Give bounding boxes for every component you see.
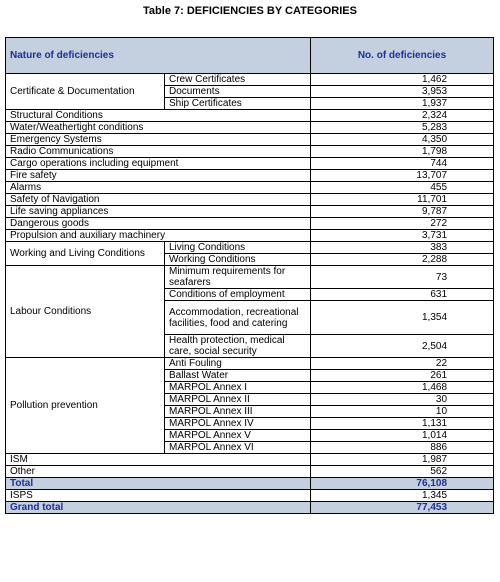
sub-item-name: Working Conditions [165, 254, 311, 266]
sub-item-value: 1,354 [311, 301, 494, 335]
item-value: 11,701 [311, 194, 494, 206]
sub-item-value: 631 [311, 289, 494, 301]
group-label: Labour Conditions [6, 266, 165, 358]
total-value: 76,108 [311, 478, 494, 490]
sub-item-name: Health protection, medical care, social security [165, 335, 311, 358]
grand-total-value: 77,453 [311, 502, 494, 514]
table-row [6, 466, 494, 478]
table-title: Table 7: DEFICIENCIES BY CATEGORIES [143, 5, 357, 17]
item-name: Emergency Systems [6, 134, 311, 146]
total-row [6, 478, 494, 490]
sub-item-value: 1,131 [311, 418, 494, 430]
item-value: 1,798 [311, 146, 494, 158]
item-name: Dangerous goods [6, 218, 311, 230]
sub-item-name: MARPOL Annex II [165, 394, 311, 406]
grand-total-row [6, 502, 494, 514]
item-name: Radio Communications [6, 146, 311, 158]
sub-item-name: MARPOL Annex IV [165, 418, 311, 430]
item-value: 455 [311, 182, 494, 194]
group-label: Working and Living Conditions [6, 242, 165, 266]
sub-item-name: MARPOL Annex III [165, 406, 311, 418]
sub-item-value: 261 [311, 370, 494, 382]
sub-item-name: Conditions of employment [165, 289, 311, 301]
table-row [6, 134, 494, 146]
table-row [6, 206, 494, 218]
sub-item-name: Accommodation, recreational facilities, food and catering [165, 301, 311, 335]
item-value: 1,345 [311, 490, 494, 502]
header-nature: Nature of deficiencies [6, 38, 311, 74]
item-name: Safety of Navigation [6, 194, 311, 206]
table-row [6, 158, 494, 170]
table-row [6, 358, 494, 370]
table-row [6, 170, 494, 182]
item-value: 13,707 [311, 170, 494, 182]
sub-item-name: Living Conditions [165, 242, 311, 254]
item-value: 1,987 [311, 454, 494, 466]
sub-item-name: MARPOL Annex V [165, 430, 311, 442]
item-value: 744 [311, 158, 494, 170]
item-value: 2,324 [311, 110, 494, 122]
item-value: 272 [311, 218, 494, 230]
item-name: Structural Conditions [6, 110, 311, 122]
sub-item-value: 10 [311, 406, 494, 418]
sub-item-value: 2,288 [311, 254, 494, 266]
sub-item-value: 73 [311, 266, 494, 289]
header-row [6, 38, 494, 74]
item-name: Water/Weathertight conditions [6, 122, 311, 134]
sub-item-value: 30 [311, 394, 494, 406]
sub-item-name: MARPOL Annex VI [165, 442, 311, 454]
sub-item-value: 1,937 [311, 98, 494, 110]
table-row [6, 146, 494, 158]
item-name: Fire safety [6, 170, 311, 182]
item-name: Alarms [6, 182, 311, 194]
grand-total-label: Grand total [6, 502, 311, 514]
sub-item-value: 383 [311, 242, 494, 254]
item-name: ISPS [6, 490, 311, 502]
sub-item-value: 22 [311, 358, 494, 370]
item-value: 4,350 [311, 134, 494, 146]
table-row [6, 266, 494, 289]
sub-item-name: Documents [165, 86, 311, 98]
item-value: 562 [311, 466, 494, 478]
sub-item-name: Minimum requirements for seafarers [165, 266, 311, 289]
sub-item-value: 886 [311, 442, 494, 454]
table-row [6, 182, 494, 194]
sub-item-value: 2,504 [311, 335, 494, 358]
item-value: 9,787 [311, 206, 494, 218]
table-row [6, 122, 494, 134]
item-value: 5,283 [311, 122, 494, 134]
table-row [6, 454, 494, 466]
item-name: Other [6, 466, 311, 478]
item-value: 3,731 [311, 230, 494, 242]
item-name: ISM [6, 454, 311, 466]
item-name: Cargo operations including equipment [6, 158, 311, 170]
sub-item-name: Ship Certificates [165, 98, 311, 110]
header-count: No. of deficiencies [311, 38, 494, 74]
sub-item-name: MARPOL Annex I [165, 382, 311, 394]
sub-item-name: Anti Fouling [165, 358, 311, 370]
table-row [6, 218, 494, 230]
table-row [6, 230, 494, 242]
sub-item-name: Crew Certificates [165, 74, 311, 86]
item-name: Life saving appliances [6, 206, 311, 218]
sub-item-value: 1,468 [311, 382, 494, 394]
table-row [6, 242, 494, 254]
table-row [6, 490, 494, 502]
sub-item-value: 1,462 [311, 74, 494, 86]
total-label: Total [6, 478, 311, 490]
sub-item-value: 3,953 [311, 86, 494, 98]
table-row [6, 194, 494, 206]
sub-item-name: Ballast Water [165, 370, 311, 382]
sub-item-value: 1,014 [311, 430, 494, 442]
table-row [6, 74, 494, 86]
group-label: Certificate & Documentation [6, 74, 165, 110]
item-name: Propulsion and auxiliary machinery [6, 230, 311, 242]
group-label: Pollution prevention [6, 358, 165, 454]
deficiencies-table [5, 37, 494, 514]
table-row [6, 110, 494, 122]
